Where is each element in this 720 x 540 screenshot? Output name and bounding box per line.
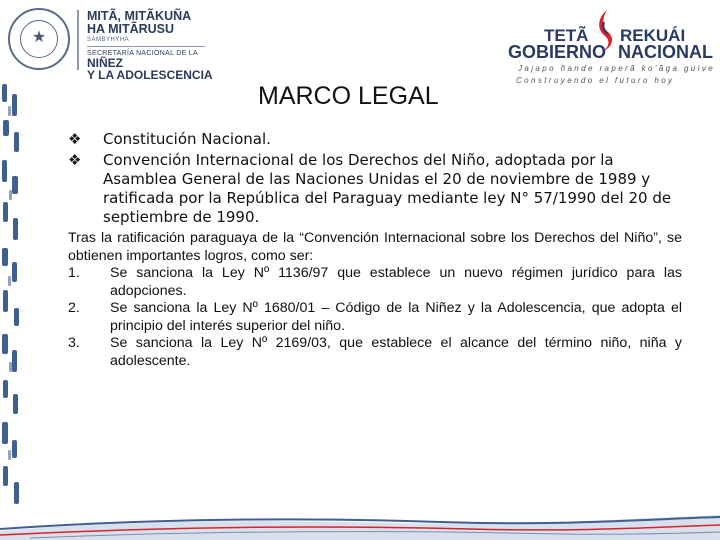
intro-paragraph: Tras la ratificación paraguaya de la “Convención Internacional sobre los Derechos del Niño”, se obtienen importantes logros, como ser: (68, 230, 682, 264)
item-text: Se sanciona la Ley Nº 2169/03, que establece el alcance del término niño, niña y adolescente. (110, 335, 682, 369)
diamond-bullet-icon: ❖ (68, 130, 82, 148)
gov-gobierno-text: GOBIERNO (508, 42, 607, 62)
numbered-item (68, 265, 682, 300)
bullet-text-constitucion: Constitución Nacional. (103, 130, 271, 148)
bullet-item (68, 130, 682, 149)
slide-content (68, 130, 682, 370)
org-name-line1: MITÃ, MITÃKUÑA (87, 9, 192, 23)
org-secretaria: SECRETARÍA NACIONAL DE LA (87, 50, 198, 57)
national-seal-icon (8, 8, 70, 70)
item-text: Se sanciona la Ley Nº 1680/01 – Código de la Niñez y la Adolescencia, que adopta el principio del interés superior del niño. (110, 300, 682, 334)
header-divider (77, 10, 79, 70)
org-ninez: NIÑEZ (87, 56, 123, 70)
gov-tagline-guarani: Jajapo ñande raperã ko'ãga guive (518, 64, 716, 73)
government-logo (508, 8, 716, 90)
left-decorative-strip (0, 80, 30, 530)
seal-star-icon: ★ (31, 29, 47, 46)
gov-tagline-spanish: Construyendo el futuro hoy (516, 76, 675, 85)
org-adolescencia: Y LA ADOLESCENCIA (87, 68, 213, 82)
gov-teta-text: TETÃ (544, 26, 589, 45)
seal-inner-ring (20, 20, 58, 58)
item-number: 1. (68, 265, 80, 281)
numbered-item (68, 335, 682, 370)
item-number: 3. (68, 335, 80, 351)
bottom-decorative-wave (0, 505, 720, 540)
item-text: Se sanciona la Ley Nº 1136/97 que establece un nuevo régimen jurídico para las adopciones. (110, 265, 682, 299)
slide-title: MARCO LEGAL (258, 82, 439, 110)
diamond-bullet-icon: ❖ (68, 151, 82, 169)
gov-rekuai-text: REKUÁI (620, 26, 686, 45)
bullet-item (68, 151, 682, 227)
org-subtitle: SAMBYHYHA (87, 37, 130, 43)
org-name-line2: HA MITÃRUSU (87, 22, 175, 36)
org-rule (87, 46, 205, 47)
numbered-item (68, 300, 682, 335)
gov-nacional-text: NACIONAL (618, 42, 713, 62)
bullet-text-convencion: Convención Internacional de los Derechos del Niño, adoptada por la Asamblea General de las Naciones Unidas el 20 de noviembre de 1989 y ratificada por la República del Paraguay mediante ley N° 57/1990 del 20 de septiembre de 1990. (103, 151, 672, 226)
item-number: 2. (68, 300, 80, 316)
snna-logo (87, 10, 217, 81)
